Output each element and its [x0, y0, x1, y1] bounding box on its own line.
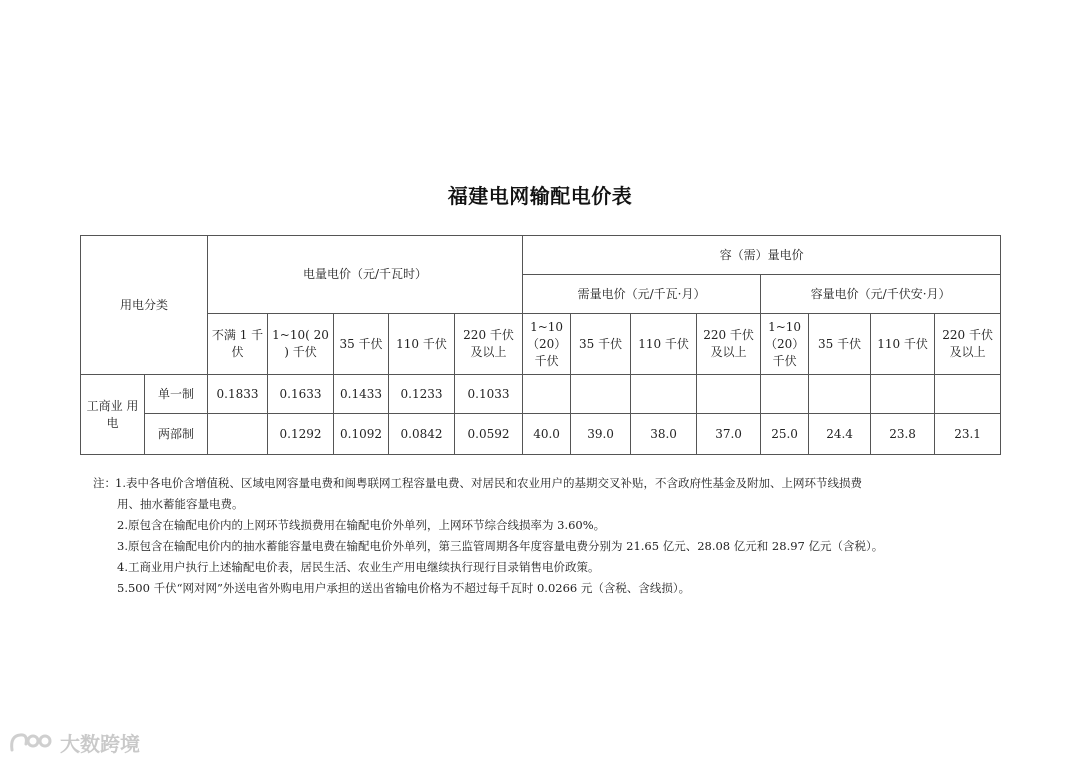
note-item: 5.500 千伏“网对网”外送电省外购电用户承担的送出省输电价格为不超过每千瓦时 0.0266 元（含税、含线损）。 — [117, 581, 691, 595]
energy-col-header: 35 千伏 — [334, 314, 389, 375]
demand-price-cell: 39.0 — [571, 414, 631, 455]
demand-price-cell — [571, 375, 631, 414]
energy-price-cell: 0.1092 — [334, 414, 389, 455]
energy-col-header: 220 千伏 及以上 — [455, 314, 523, 375]
page-title: 福建电网输配电价表 — [447, 184, 633, 208]
energy-price-cell: 0.1833 — [208, 375, 268, 414]
capacity-price-cell — [935, 375, 1001, 414]
energy-price-cell: 0.0592 — [455, 414, 523, 455]
capacity-price-cell: 23.1 — [935, 414, 1001, 455]
category-header: 用电分类 — [81, 236, 208, 375]
capacity-col-header: 220 千伏 及以上 — [935, 314, 1001, 375]
energy-price-cell: 0.1633 — [268, 375, 334, 414]
demand-col-header: 1~10 （20） 千伏 — [523, 314, 571, 375]
note-item: 2.原包含在输配电价内的上网环节线损费用在输配电价外单列，上网环节综合线损率为 3.60%。 — [117, 518, 606, 532]
demand-price-cell — [631, 375, 697, 414]
energy-price-cell — [208, 414, 268, 455]
capacity-col-header: 1~10 （20） 千伏 — [761, 314, 809, 375]
capacity-price-cell — [809, 375, 871, 414]
demand-price-cell — [523, 375, 571, 414]
capacity-price-cell — [871, 375, 935, 414]
watermark-logo-icon — [8, 730, 54, 756]
demand-price-cell — [697, 375, 761, 414]
capacity-col-header: 110 千伏 — [871, 314, 935, 375]
energy-price-group-header: 电量电价（元/千瓦时） — [208, 236, 523, 314]
capacity-price-cell: 23.8 — [871, 414, 935, 455]
energy-price-cell: 0.1292 — [268, 414, 334, 455]
demand-col-header: 35 千伏 — [571, 314, 631, 375]
capacity-price-cell: 25.0 — [761, 414, 809, 455]
capacity-price-header: 容量电价（元/千伏安·月） — [761, 275, 1001, 314]
row-label: 单一制 — [145, 375, 208, 414]
capacity-price-cell — [761, 375, 809, 414]
demand-price-cell: 38.0 — [631, 414, 697, 455]
demand-col-header: 220 千伏 及以上 — [697, 314, 761, 375]
energy-price-cell: 0.1033 — [455, 375, 523, 414]
note-item: 3.原包含在输配电价内的抽水蓄能容量电费在输配电价外单列，第三监管周期各年度容量电费分别为 21.65 亿元、28.08 亿元和 28.97 亿元（含税）。 — [117, 539, 884, 553]
row-label: 两部制 — [145, 414, 208, 455]
notes-section — [93, 473, 998, 599]
energy-price-cell: 0.1433 — [334, 375, 389, 414]
watermark — [8, 728, 140, 757]
note-item: 用、抽水蓄能容量电费。 — [117, 497, 244, 511]
energy-col-header: 1~10( 20 ) 千伏 — [268, 314, 334, 375]
capacity-price-cell: 24.4 — [809, 414, 871, 455]
watermark-text: 大数跨境 — [60, 732, 140, 756]
energy-price-cell: 0.0842 — [389, 414, 455, 455]
energy-price-cell: 0.1233 — [389, 375, 455, 414]
demand-price-cell: 37.0 — [697, 414, 761, 455]
notes-lead: 注： — [93, 476, 116, 490]
price-table — [80, 235, 1001, 455]
demand-col-header: 110 千伏 — [631, 314, 697, 375]
note-item: 1.表中各电价含增值税、区域电网容量电费和闽粤联网工程容量电费、对居民和农业用户的基期交叉补贴，不含政府性基金及附加、上网环节线损费 — [115, 476, 862, 490]
demand-price-cell: 40.0 — [523, 414, 571, 455]
capacity-col-header: 35 千伏 — [809, 314, 871, 375]
energy-col-header: 不满 1 千伏 — [208, 314, 268, 375]
demand-price-header: 需量电价（元/千瓦·月） — [523, 275, 761, 314]
energy-col-header: 110 千伏 — [389, 314, 455, 375]
note-item: 4.工商业用户执行上述输配电价表，居民生活、农业生产用电继续执行现行目录销售电价政策。 — [117, 560, 600, 574]
row-group-label: 工商业 用电 — [81, 375, 145, 455]
capacity-demand-group-header: 容（需）量电价 — [523, 236, 1001, 275]
